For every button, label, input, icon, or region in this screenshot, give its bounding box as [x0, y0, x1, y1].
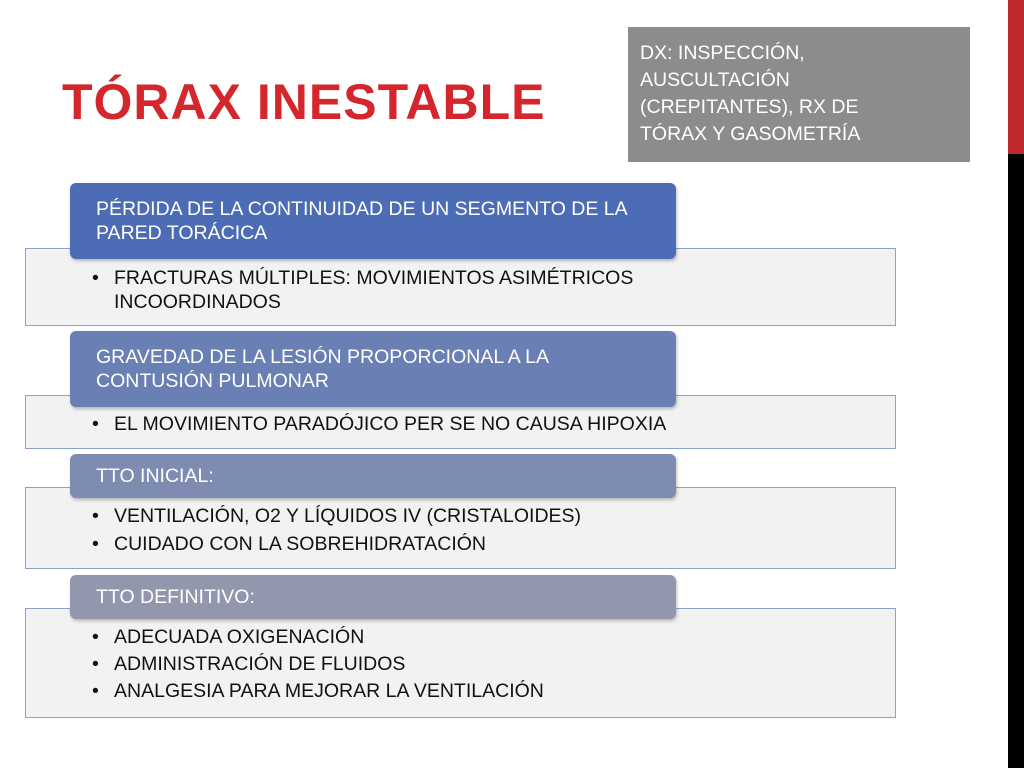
- section-2-header-text: GRAVEDAD DE LA LESIÓN PROPORCIONAL A LA CONTUSIÓN PULMONAR: [96, 346, 548, 392]
- section-1-body: [25, 248, 896, 326]
- bullet-item: • FRACTURAS MÚLTIPLES: MOVIMIENTOS ASIMÉTRICOS INCOORDINADOS: [26, 266, 895, 314]
- section-2-header: [70, 331, 676, 407]
- bullet-item: • ADECUADA OXIGENACIÓN: [26, 625, 895, 649]
- dx-line: (CREPITANTES), RX DE: [640, 96, 859, 118]
- bullet-item: • ANALGESIA PARA MEJORAR LA VENTILACIÓN: [26, 679, 895, 703]
- dx-line: TÓRAX Y GASOMETRÍA: [640, 123, 861, 145]
- slide-title: TÓRAX INESTABLE: [62, 74, 546, 130]
- dx-callout-box: [628, 27, 970, 162]
- section-3-header-text: TTO INICIAL:: [96, 465, 214, 487]
- section-3-body: [25, 487, 896, 569]
- dx-line: DX: INSPECCIÓN,: [640, 42, 805, 64]
- section-4-body: [25, 608, 896, 718]
- section-1-header: [70, 183, 676, 259]
- section-1-header-text: PÉRDIDA DE LA CONTINUIDAD DE UN SEGMENTO DE LA PARED TORÁCICA: [96, 198, 627, 244]
- section-4-header-text: TTO DEFINITIVO:: [96, 586, 255, 608]
- edge-accent-red: [1008, 0, 1024, 154]
- bullet-item: • CUIDADO CON LA SOBREHIDRATACIÓN: [26, 532, 895, 556]
- section-4-header: [70, 575, 676, 619]
- section-3-header: [70, 454, 676, 498]
- bullet-item: • EL MOVIMIENTO PARADÓJICO PER SE NO CAUSA HIPOXIA: [26, 412, 895, 436]
- bullet-item: • ADMINISTRACIÓN DE FLUIDOS: [26, 652, 895, 676]
- edge-accent-black: [1008, 154, 1024, 768]
- dx-line: AUSCULTACIÓN: [640, 69, 790, 91]
- bullet-item: • VENTILACIÓN, O2 Y LÍQUIDOS IV (CRISTALOIDES): [26, 504, 895, 528]
